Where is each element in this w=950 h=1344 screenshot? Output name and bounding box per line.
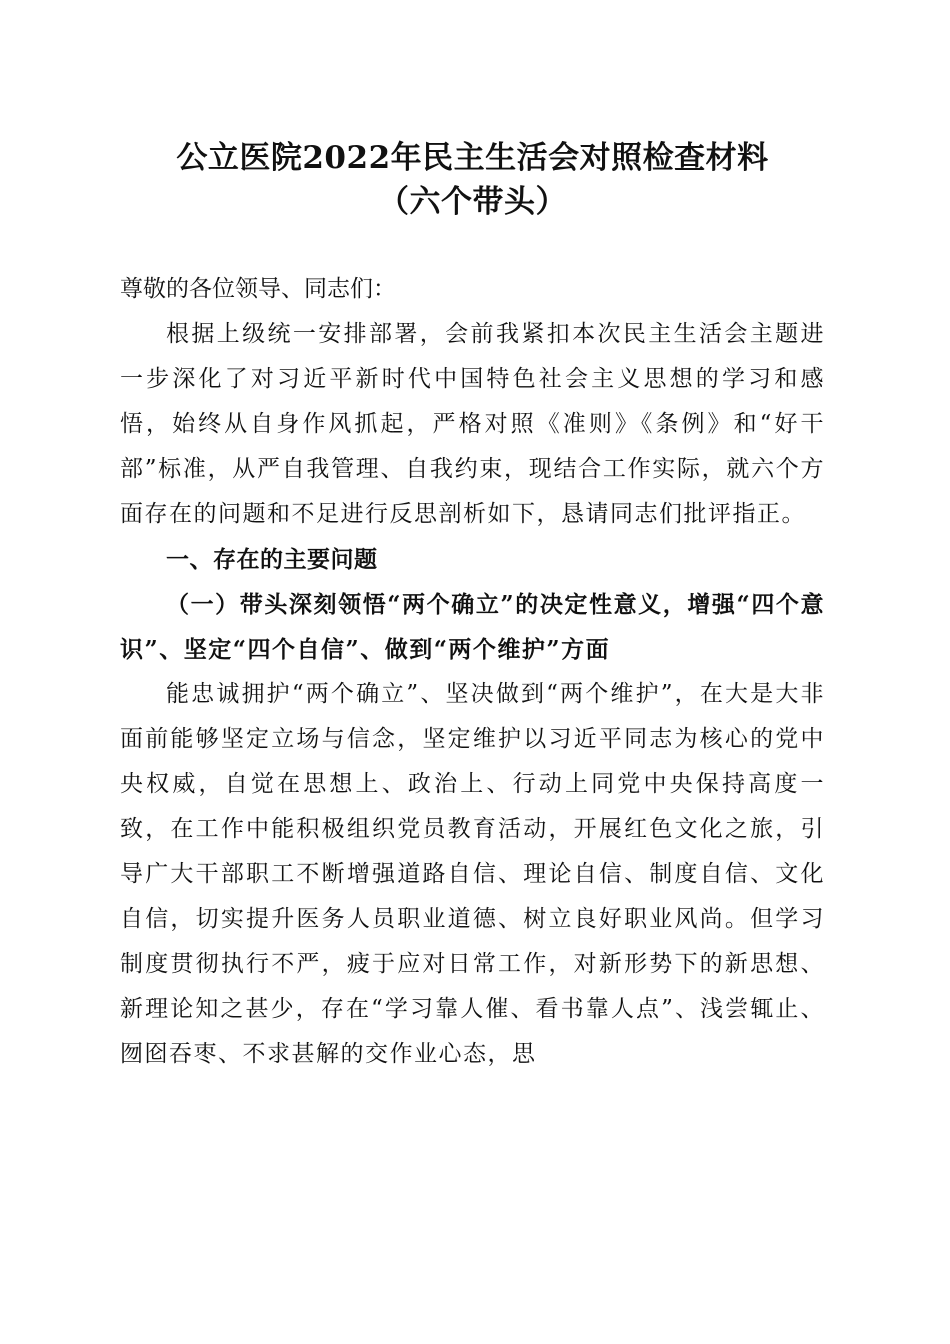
document-body [120, 267, 825, 1077]
intro-paragraph: 根据上级统一安排部署，会前我紧扣本次民主生活会主题进一步深化了对习近平新时代中国特色社会主义思想的学习和感悟，始终从自身作风抓起，严格对照《准则》《条例》和“好干部”标准，从严自我管理、自我约束，现结合工作实际，就六个方面存在的问题和不足进行反思剖析如下，恳请同志们批评指正。 [120, 321, 825, 527]
document-page [120, 136, 825, 1077]
subsection-heading-1: （一）带头深刻领悟“两个确立”的决定性意义，增强“四个意识”、坚定“四个自信”、做到“两个维护”方面 [120, 591, 825, 663]
subsection-paragraph-1: 能忠诚拥护“两个确立”、坚决做到“两个维护”，在大是大非面前能够坚定立场与信念，坚定维护以习近平同志为核心的党中央权威，自觉在思想上、政治上、行动上同党中央保持高度一致，在工作中能积极组织党员教育活动，开展红色文化之旅，引导广大干部职工不断增强道路自信、理论自信、制度自信、文化自信，切实提升医务人员职业道德、树立良好职业风尚。但学习制度贯彻执行不严，疲于应对日常工作，对新形势下的新思想、新理论知之甚少，存在“学习靠人催、看书靠人点”、浅尝辄止、囫囵吞枣、不求甚解的交作业心态，思 [120, 681, 825, 1067]
document-title [120, 136, 825, 224]
salutation: 尊敬的各位领导、同志们： [120, 276, 396, 302]
title-line-1: 公立医院2022年民主生活会对照检查材料 [176, 140, 769, 176]
title-line-2: （六个带头） [378, 184, 567, 220]
section-heading-1: 一、存在的主要问题 [166, 546, 378, 573]
